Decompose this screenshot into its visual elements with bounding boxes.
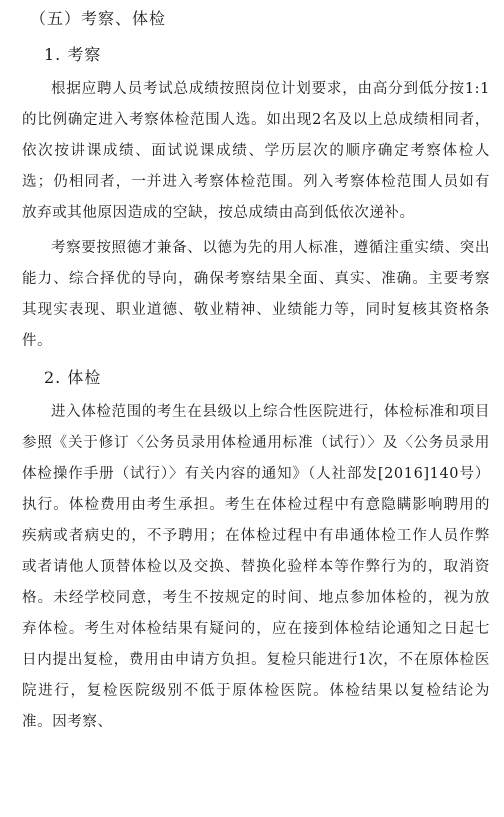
section-title: （五）考察、体检	[30, 9, 167, 28]
physical-exam-heading: 2. 体检	[44, 368, 102, 387]
inspection-paragraph-2: 考察要按照德才兼备、以德为先的用人标准，遵循注重实绩、突出能力、综合择优的导向，确保考察结果全面、真实、准确。主要考察其现实表现、职业道德、敬业精神、业绩能力等，同时复核其资格条件。	[22, 240, 490, 349]
inspection-heading: 1. 考察	[44, 45, 102, 64]
inspection-paragraph-1: 根据应聘人员考试总成绩按照岗位计划要求，由高分到低分按1:1的比例确定进入考察体检范围人选。如出现2名及以上总成绩相同者，依次按讲课成绩、面试说课成绩、学历层次的顺序确定考察体检人选；仍相同者，一并进入考察体检范围。列入考察体检范围人员如有放弃或其他原因造成的空缺，按总成绩由高到低依次递补。	[22, 81, 490, 221]
physical-exam-paragraph-1: 进入体检范围的考生在县级以上综合性医院进行，体检标准和项目参照《关于修订〈公务员录用体检通用标准（试行）〉及〈公务员录用体检操作手册（试行）〉有关内容的通知》（人社部发[2016]140号）执行。体检费用由考生承担。考生在体检过程中有意隐瞒影响聘用的疾病或者病史的，不予聘用；在体检过程中有串通体检工作人员作弊或者请他人顶替体检以及交换、替换化验样本等作弊行为的，取消资格。未经学校同意，考生不按规定的时间、地点参加体检的，视为放弃体检。考生对体检结果有疑问的，应在接到体检结论通知之日起七日内提出复检，费用由申请方负担。复检只能进行1次，不在原体检医院进行，复检医院级别不低于原体检医院。体检结果以复检结论为准。因考察、	[22, 404, 490, 730]
